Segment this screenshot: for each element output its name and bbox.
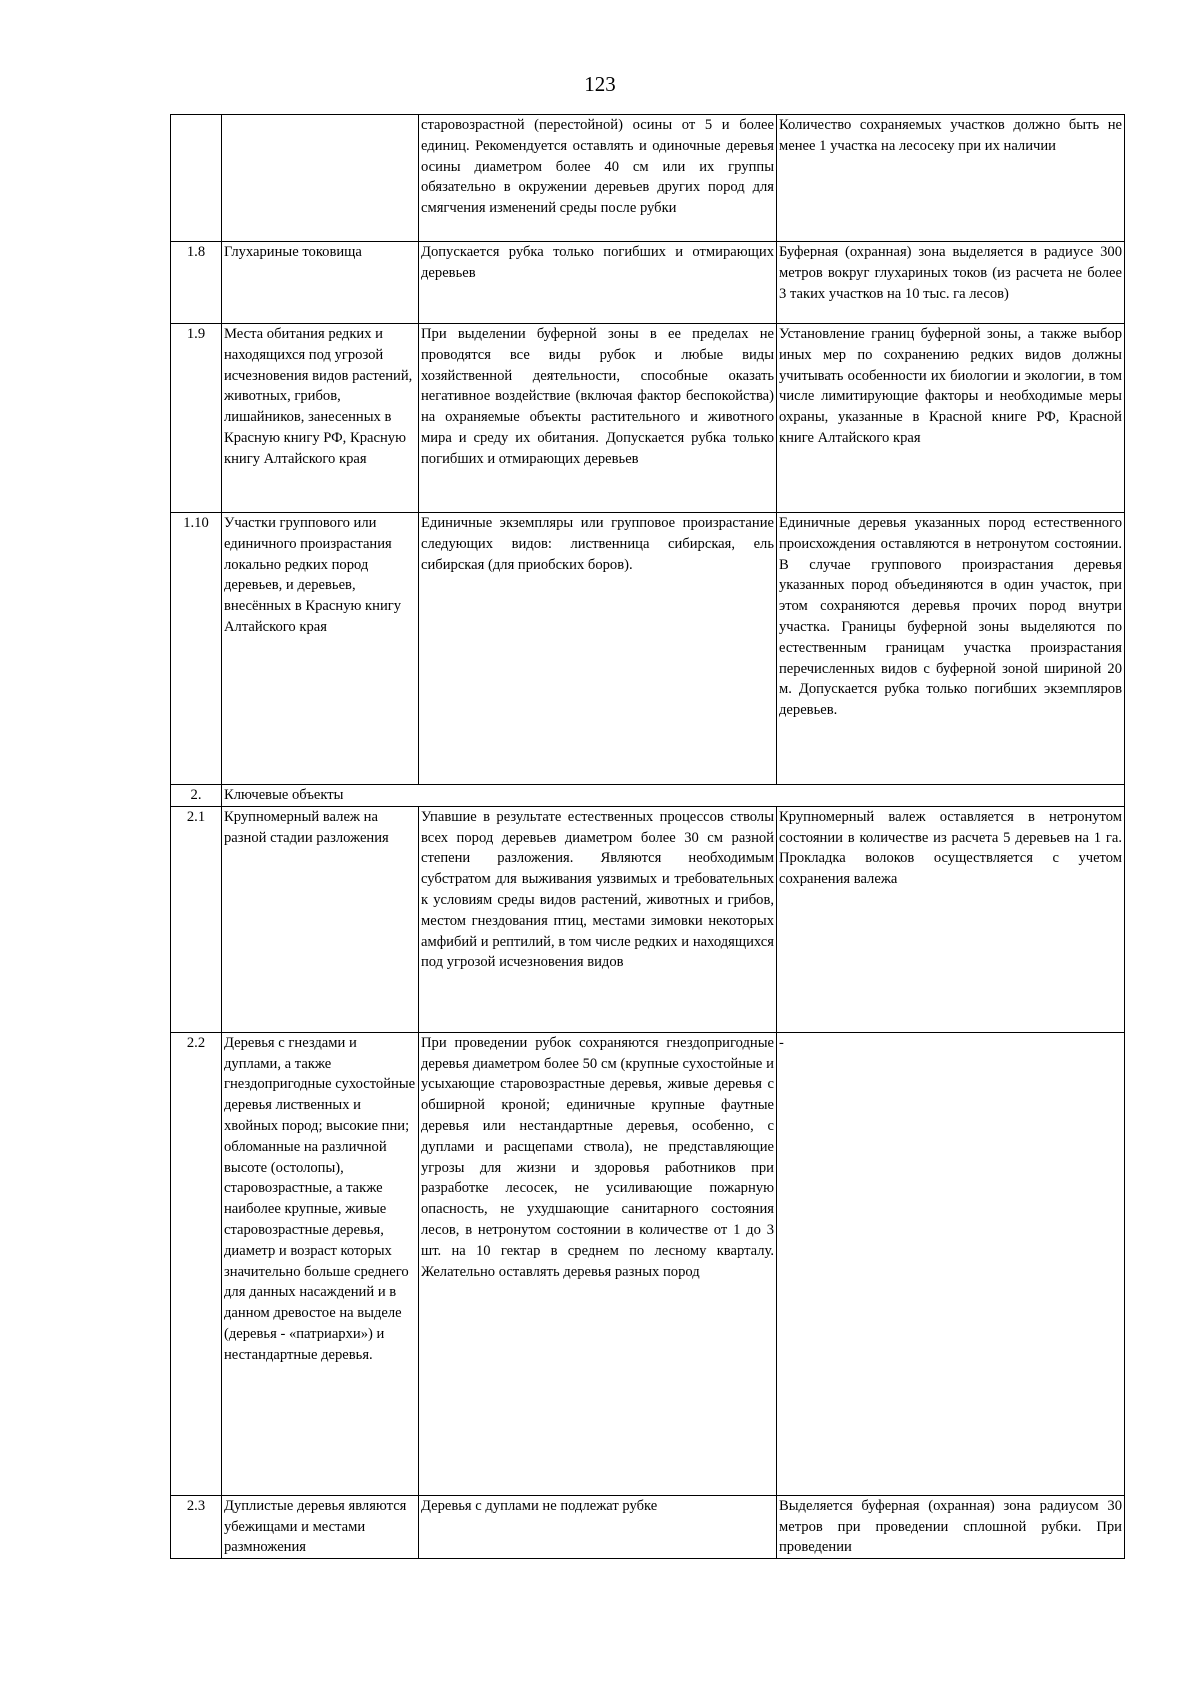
requirements-cell: старовозрастной (перестойной) осины от 5 и более единиц. Рекомендуется оставлять и одиночные деревья осины диаметром более 40 см или их группы обязательно в окружении деревьев других пород для смягчения изменений среды после рубки — [419, 115, 777, 242]
object-name: Деревья с гнездами и дуплами, а также гнездопригодные сухостойные деревья лиственных и хвойных пород; высокие пни; обломанные на различной высоте (остолопы), старовозрастные, а также наиболее крупные, живые старовозрастные деревья, диаметр и возраст которых значительно больше среднего для данных насаждений и в данном древостое на выделе (деревья - «патриархи») и нестандартные деревья. — [222, 1032, 419, 1495]
requirements-cell: Деревья с дуплами не подлежат рубке — [419, 1495, 777, 1558]
requirements-cell: Допускается рубка только погибших и отмирающих деревьев — [419, 242, 777, 324]
object-name — [222, 115, 419, 242]
table-row — [171, 513, 1125, 785]
object-name: Места обитания редких и находящихся под угрозой исчезновения видов растений, животных, грибов, лишайников, занесенных в Красную книгу РФ, Красную книгу Алтайского края — [222, 324, 419, 513]
object-name: Участки группового или единичного произрастания локально редких пород деревьев, и деревьев, внесённых в Красную книгу Алтайского края — [222, 513, 419, 785]
row-number: 1.10 — [171, 513, 222, 785]
object-name: Дуплистые деревья являются убежищами и местами размножения — [222, 1495, 419, 1558]
notes-cell: Буферная (охранная) зона выделяется в радиусе 300 метров вокруг глухариных токов (из расчета не более 3 таких участков на 10 тыс. га лесов) — [777, 242, 1125, 324]
table-row — [171, 242, 1125, 324]
notes-cell: - — [777, 1032, 1125, 1495]
row-number: 2.3 — [171, 1495, 222, 1558]
notes-cell: Единичные деревья указанных пород естественного происхождения оставляются в нетронутом состоянии. В случае группового произрастания деревья указанных пород объединяются в один участок, при этом сохраняются деревья прочих пород внутри участка. Границы буферной зоны выделяются по естественным границам участка произрастания перечисленных видов с буферной зоной шириной 20 м. Допускается рубка только погибших экземпляров деревьев. — [777, 513, 1125, 785]
conservation-table — [170, 114, 1125, 1559]
table-row — [171, 324, 1125, 513]
section-header-row — [171, 785, 1125, 807]
notes-cell: Выделяется буферная (охранная) зона радиусом 30 метров при проведении сплошной рубки. При проведении — [777, 1495, 1125, 1558]
row-number: 2. — [171, 785, 222, 807]
section-title: Ключевые объекты — [222, 785, 1125, 807]
table-row — [171, 806, 1125, 1032]
notes-cell: Крупномерный валеж оставляется в нетронутом состоянии в количестве из расчета 5 деревьев на 1 га. Прокладка волоков осуществляется с учетом сохранения валежа — [777, 806, 1125, 1032]
page-number: 123 — [584, 72, 616, 96]
table-row — [171, 1032, 1125, 1495]
requirements-cell: При выделении буферной зоны в ее пределах не проводятся все виды рубок и любые виды хозяйственной деятельности, способные оказать негативное воздействие (включая фактор беспокойства) на охраняемые объекты растительного и животного мира и среду их обитания. Допускается рубка только погибших и отмирающих деревьев — [419, 324, 777, 513]
row-number: 2.1 — [171, 806, 222, 1032]
notes-cell: Количество сохраняемых участков должно быть не менее 1 участка на лесосеку при их наличии — [777, 115, 1125, 242]
object-name: Крупномерный валеж на разной стадии разложения — [222, 806, 419, 1032]
table-row — [171, 115, 1125, 242]
requirements-cell: Единичные экземпляры или групповое произрастание следующих видов: лиственница сибирская, ель сибирская (для приобских боров). — [419, 513, 777, 785]
table-row — [171, 1495, 1125, 1558]
row-number: 2.2 — [171, 1032, 222, 1495]
row-number: 1.8 — [171, 242, 222, 324]
row-number — [171, 115, 222, 242]
requirements-cell: Упавшие в результате естественных процессов стволы всех пород деревьев диаметром более 30 см разной степени разложения. Являются необходимым субстратом для выживания уязвимых и требовательных к условиям среды видов растений, животных и грибов, местом гнездования птиц, местами зимовки некоторых амфибий и рептилий, в том числе редких и находящихся под угрозой исчезновения видов — [419, 806, 777, 1032]
row-number: 1.9 — [171, 324, 222, 513]
object-name: Глухариные токовища — [222, 242, 419, 324]
notes-cell: Установление границ буферной зоны, а также выбор иных мер по сохранению редких видов должны учитывать особенности их биологии и экологии, в том числе лимитирующие факторы и необходимые меры охраны, указанные в Красной книге РФ, Красной книге Алтайского края — [777, 324, 1125, 513]
requirements-cell: При проведении рубок сохраняются гнездопригодные деревья диаметром более 50 см (крупные сухостойные и усыхающие старовозрастные деревья, живые деревья с обширной кроной; единичные крупные фаутные деревья или нестандартные деревья, особенно, с дуплами и расщепами ствола), не представляющие угрозы для жизни и здоровья работников при разработке лесосек, не усиливающие пожарную опасность, не ухудшающие санитарного состояния лесов, в нетронутом состоянии в количестве от 1 до 3 шт. на 10 гектар в среднем по лесному кварталу. Желательно оставлять деревья разных пород — [419, 1032, 777, 1495]
